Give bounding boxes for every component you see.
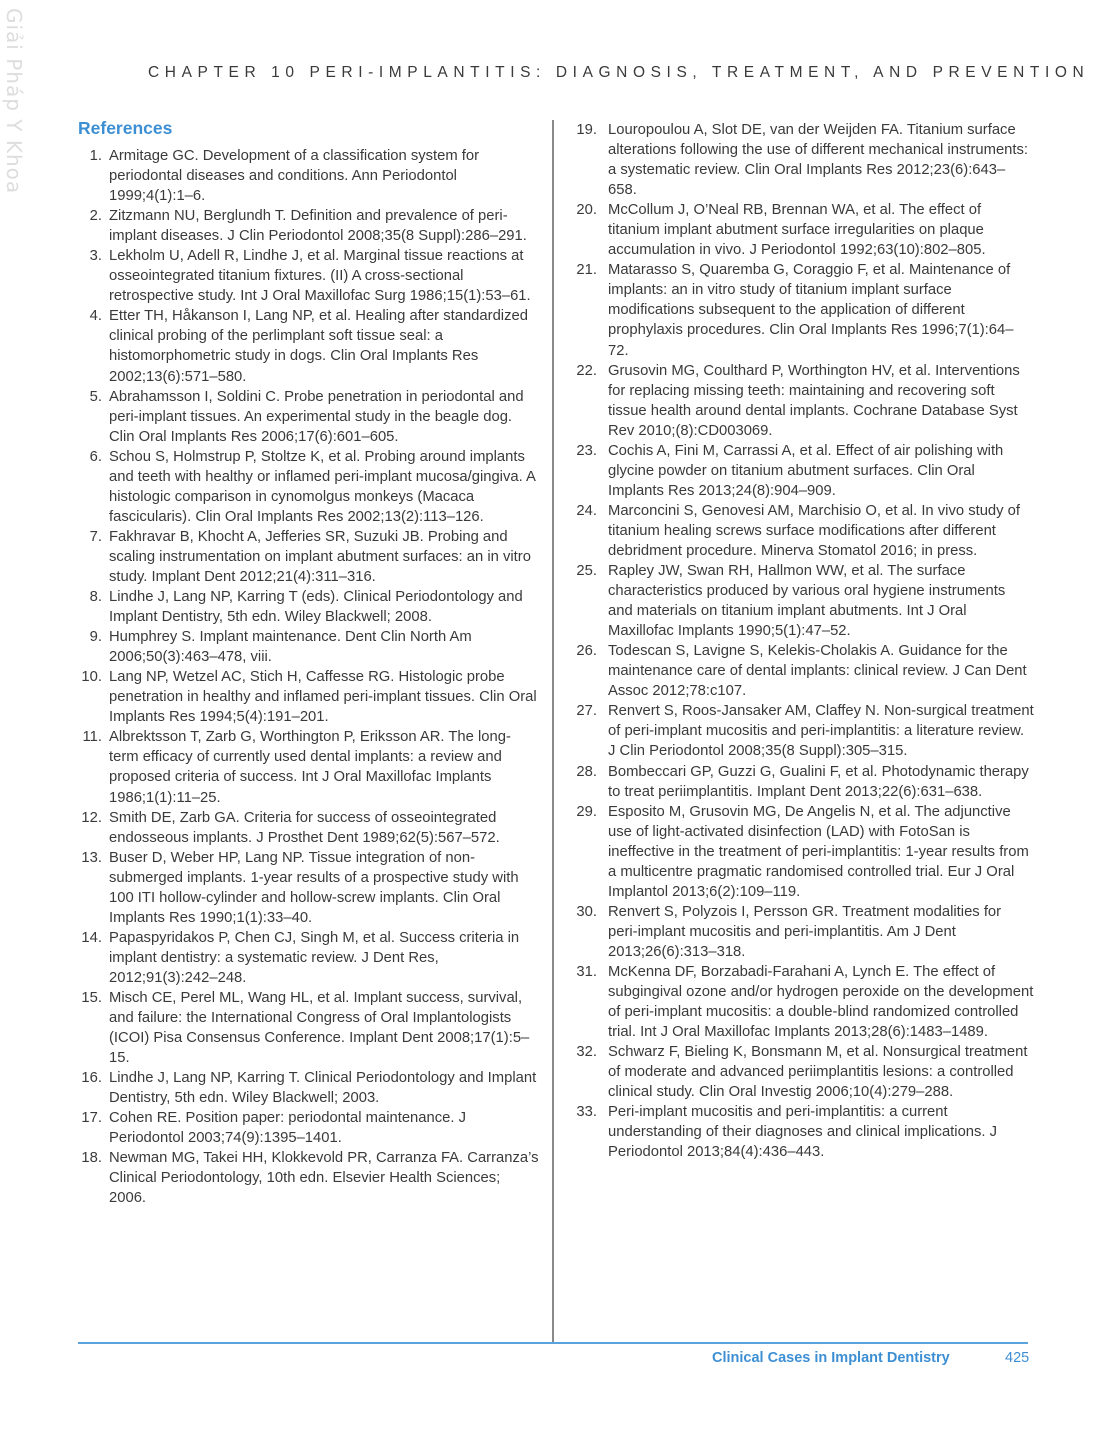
reference-number: 24. bbox=[576, 502, 597, 519]
reference-number: 20. bbox=[576, 202, 597, 219]
reference-text: Schou S, Holmstrup P, Stoltze K, et al. Probing around implants and teeth with healthy or inflamed peri-implant mucosa/gingiva. A histologic comparison in cynomolgus monkeys (Macaca fascicularis). Clin Oral Implants Res 2002;13(2):113–126. bbox=[109, 448, 536, 525]
reference-item bbox=[572, 120, 1034, 200]
reference-text: Rapley JW, Swan RH, Hallmon WW, et al. The surface characteristics produced by various oral hygiene instruments and materials on titanium implant abutments. Int J Oral Maxillofac Implants 1990;5(1):47–52. bbox=[608, 563, 1006, 640]
reference-item bbox=[572, 962, 1034, 1042]
reference-text: Cochis A, Fini M, Carrassi A, et al. Effect of air polishing with glycine powder on titanium abutment surfaces. Clin Oral Implants Res 2013;24(8):904–909. bbox=[608, 442, 1004, 499]
reference-item bbox=[78, 246, 540, 306]
reference-number: 9. bbox=[89, 629, 102, 646]
reference-text: Cohen RE. Position paper: periodontal maintenance. J Periodontol 2003;74(9):1395–1401. bbox=[109, 1110, 466, 1147]
reference-item bbox=[78, 667, 540, 727]
reference-number: 22. bbox=[576, 362, 597, 379]
reference-number: 10. bbox=[81, 669, 102, 686]
reference-number: 11. bbox=[82, 729, 102, 746]
reference-item bbox=[78, 808, 540, 848]
reference-text: Fakhravar B, Khocht A, Jefferies SR, Suzuki JB. Probing and scaling instrumentation on implant abutment surfaces: an in vitro study. Implant Dent 2012;21(4):311–316. bbox=[109, 528, 531, 585]
references-list-left bbox=[78, 146, 540, 1208]
reference-number: 31. bbox=[576, 963, 597, 980]
reference-text: Peri-implant mucositis and peri-implantitis: a current understanding of their diagnoses and clinical implications. J Periodontol 2013;84(4):436–443. bbox=[608, 1104, 998, 1161]
reference-text: McKenna DF, Borzabadi-Farahani A, Lynch E. The effect of subgingival ozone and/or hydrogen peroxide on the development of peri-implant mucositis: a double-blind randomized controlled trial. Int J Oral Maxillofac Implants 2013;28(6):1483–1489. bbox=[608, 963, 1034, 1041]
reference-item bbox=[78, 146, 540, 206]
reference-number: 29. bbox=[576, 803, 597, 820]
reference-text: Buser D, Weber HP, Lang NP. Tissue integration of non-submerged implants. 1-year results of a prospective study with 100 ITI hollow-cylinder and hollow-screw implants. Clin Oral Implants Res 1990;1(1):33–40. bbox=[109, 849, 519, 926]
reference-item bbox=[78, 1068, 540, 1108]
reference-text: Albrektsson T, Zarb G, Worthington P, Eriksson AR. The long-term efficacy of currently used dental implants: a review and proposed criteria of success. Int J Oral Maxillofac Implants 1986;1(1):11–25. bbox=[109, 729, 511, 806]
reference-number: 5. bbox=[89, 388, 102, 405]
reference-text: Bombeccari GP, Guzzi G, Gualini F, et al. Photodynamic therapy to treat periimplantitis. Implant Dent 2013;22(6):631–638. bbox=[608, 763, 1029, 800]
footer-book-title: Clinical Cases in Implant Dentistry bbox=[712, 1350, 950, 1366]
reference-number: 27. bbox=[576, 703, 597, 720]
reference-item bbox=[572, 902, 1034, 962]
reference-text: Grusovin MG, Coulthard P, Worthington HV, et al. Interventions for replacing missing teeth: maintaining and recovering soft tissue health around dental implants. Cochrane Database Syst Rev 2010;(8):CD003069. bbox=[608, 362, 1020, 439]
reference-number: 32. bbox=[576, 1044, 597, 1061]
reference-text: Renvert S, Roos-Jansaker AM, Claffey N. Non-surgical treatment of peri-implant mucositis and peri-implantitis: a literature review. J Clin Periodontol 2008;35(8 Suppl):305–315. bbox=[608, 703, 1034, 760]
reference-number: 18. bbox=[81, 1150, 102, 1167]
reference-text: Esposito M, Grusovin MG, De Angelis N, et al. The adjunctive use of light-activated disinfection (LAD) with FotoSan is ineffective in the treatment of peri-implantitis: 1-year results from a multicentre pragmatic randomised controlled trial. Eur J Oral Implantol 2013;6(2):109–119. bbox=[608, 803, 1029, 900]
reference-item bbox=[78, 587, 540, 627]
reference-number: 30. bbox=[576, 903, 597, 920]
reference-item bbox=[572, 802, 1034, 902]
reference-number: 19. bbox=[576, 122, 597, 138]
reference-number: 28. bbox=[576, 763, 597, 780]
reference-number: 23. bbox=[576, 442, 597, 459]
reference-text: Matarasso S, Quaremba G, Coraggio F, et al. Maintenance of implants: an in vitro study of titanium implant surface modifications subsequent to the application of different prophylaxis procedures. Clin Oral Implants Res 1996;7(1):64–72. bbox=[608, 262, 1014, 359]
reference-text: McCollum J, O’Neal RB, Brennan WA, et al. The effect of titanium implant abutment surface irregularities on plaque accumulation in vivo. J Periodontol 1992;63(10):802–805. bbox=[608, 202, 986, 259]
reference-item bbox=[78, 1148, 540, 1208]
reference-item bbox=[78, 387, 540, 447]
reference-item bbox=[572, 260, 1034, 360]
reference-number: 14. bbox=[81, 929, 102, 946]
references-heading: References bbox=[78, 118, 173, 138]
watermark: Giải Pháp Y Khoa bbox=[2, 8, 26, 195]
reference-text: Newman MG, Takei HH, Klokkevold PR, Carranza FA. Carranza’s Clinical Periodontology, 10th edn. Elsevier Health Sciences; 2006. bbox=[109, 1150, 539, 1207]
page-number: 425 bbox=[1005, 1350, 1030, 1366]
references-column-left bbox=[78, 118, 540, 1208]
reference-number: 8. bbox=[89, 589, 102, 606]
reference-item bbox=[78, 627, 540, 667]
reference-text: Schwarz F, Bieling K, Bonsmann M, et al. Nonsurgical treatment of moderate and advanced periimplantitis lesions: a controlled clinical study. Clin Oral Investig 2006;10(4):279–288. bbox=[608, 1044, 1028, 1101]
reference-text: Armitage GC. Development of a classification system for periodontal diseases and conditions. Ann Periodontol 1999;4(1):1–6. bbox=[109, 148, 480, 205]
reference-text: Papaspyridakos P, Chen CJ, Singh M, et al. Success criteria in implant dentistry: a systematic review. J Dent Res, 2012;91(3):242–248. bbox=[109, 929, 520, 986]
reference-text: Louropoulou A, Slot DE, van der Weijden FA. Titanium surface alterations following the use of different mechanical instruments: a systematic review. Clin Oral Implants Res 2012;23(6):643–658. bbox=[608, 122, 1029, 199]
reference-number: 1. bbox=[89, 148, 102, 164]
column-divider bbox=[552, 120, 554, 1342]
reference-number: 3. bbox=[89, 248, 102, 265]
reference-text: Lang NP, Wetzel AC, Stich H, Caffesse RG. Histologic probe penetration in healthy and inflamed peri-implant tissues. Clin Oral Implants Res 1994;5(4):191–201. bbox=[109, 669, 537, 726]
reference-number: 7. bbox=[89, 528, 102, 545]
reference-item bbox=[572, 561, 1034, 641]
reference-number: 12. bbox=[81, 809, 102, 826]
reference-number: 2. bbox=[89, 208, 102, 225]
reference-number: 4. bbox=[89, 308, 102, 325]
reference-item bbox=[78, 527, 540, 587]
reference-text: Abrahamsson I, Soldini C. Probe penetration in periodontal and peri-implant tissues. An experimental study in the beagle dog. Clin Oral Implants Res 2006;17(6):601–605. bbox=[109, 388, 524, 445]
reference-item bbox=[78, 447, 540, 527]
footer-rule bbox=[78, 1342, 1028, 1344]
reference-number: 6. bbox=[89, 448, 102, 465]
reference-item bbox=[572, 1042, 1034, 1102]
reference-item bbox=[78, 727, 540, 807]
reference-item bbox=[572, 441, 1034, 501]
reference-item bbox=[572, 762, 1034, 802]
reference-number: 21. bbox=[576, 262, 597, 279]
reference-item bbox=[572, 200, 1034, 260]
reference-item bbox=[572, 1102, 1034, 1162]
reference-item bbox=[572, 641, 1034, 701]
reference-text: Lindhe J, Lang NP, Karring T (eds). Clinical Periodontology and Implant Dentistry, 5th edn. Wiley Blackwell; 2008. bbox=[109, 589, 523, 626]
reference-item bbox=[78, 206, 540, 246]
reference-item bbox=[78, 928, 540, 988]
reference-text: Smith DE, Zarb GA. Criteria for success of osseointegrated endosseous implants. J Prosthet Dent 1989;62(5):567–572. bbox=[109, 809, 500, 846]
reference-item bbox=[572, 501, 1034, 561]
reference-text: Lindhe J, Lang NP, Karring T. Clinical Periodontology and Implant Dentistry, 5th edn. Wiley Blackwell; 2003. bbox=[109, 1070, 537, 1107]
reference-text: Etter TH, Håkanson I, Lang NP, et al. Healing after standardized clinical probing of the perlimplant soft tissue seal: a histomorphometric study in dogs. Clin Oral Implants Res 2002;13(6):571–580. bbox=[109, 308, 528, 385]
reference-text: Renvert S, Polyzois I, Persson GR. Treatment modalities for peri-implant mucositis and peri-implantitis. Am J Dent 2013;26(6):313–318. bbox=[608, 903, 1002, 960]
reference-text: Misch CE, Perel ML, Wang HL, et al. Implant success, survival, and failure: the International Congress of Oral Implantologists (ICOI) Pisa Consensus Conference. Implant Dent 2008;17(1):5–15. bbox=[109, 989, 530, 1067]
reference-text: Marconcini S, Genovesi AM, Marchisio O, et al. In vivo study of titanium healing screws surface modifications after different debridment procedure. Minerva Stomatol 2016; in press. bbox=[608, 502, 1021, 559]
reference-number: 25. bbox=[576, 563, 597, 580]
reference-item bbox=[572, 701, 1034, 761]
references-list-right bbox=[572, 120, 1034, 1162]
reference-text: Humphrey S. Implant maintenance. Dent Clin North Am 2006;50(3):463–478, viii. bbox=[109, 629, 472, 666]
reference-number: 16. bbox=[81, 1070, 102, 1087]
running-head: CHAPTER 10 PERI-IMPLANTITIS: DIAGNOSIS, TREATMENT, AND PREVENTION bbox=[148, 64, 1090, 81]
reference-item bbox=[78, 988, 540, 1068]
reference-item bbox=[78, 848, 540, 928]
reference-text: Lekholm U, Adell R, Lindhe J, et al. Marginal tissue reactions at osseointegrated titanium fixtures. (II) A cross-sectional retrospective study. Int J Oral Maxillofac Surg 1986;15(1):53–61. bbox=[109, 248, 531, 305]
reference-number: 15. bbox=[81, 989, 102, 1006]
reference-item bbox=[78, 306, 540, 386]
reference-text: Todescan S, Lavigne S, Kelekis-Cholakis A. Guidance for the maintenance care of dental implants: clinical review. J Can Dent Assoc 2012;78:c107. bbox=[608, 643, 1027, 700]
reference-number: 33. bbox=[576, 1104, 597, 1121]
reference-item bbox=[78, 1108, 540, 1148]
references-column-right bbox=[572, 120, 1034, 1162]
reference-number: 13. bbox=[81, 849, 102, 866]
reference-number: 26. bbox=[576, 643, 597, 660]
reference-number: 17. bbox=[81, 1110, 102, 1127]
reference-text: Zitzmann NU, Berglundh T. Definition and prevalence of peri-implant diseases. J Clin Periodontol 2008;35(8 Suppl):286–291. bbox=[109, 208, 527, 245]
reference-item bbox=[572, 361, 1034, 441]
